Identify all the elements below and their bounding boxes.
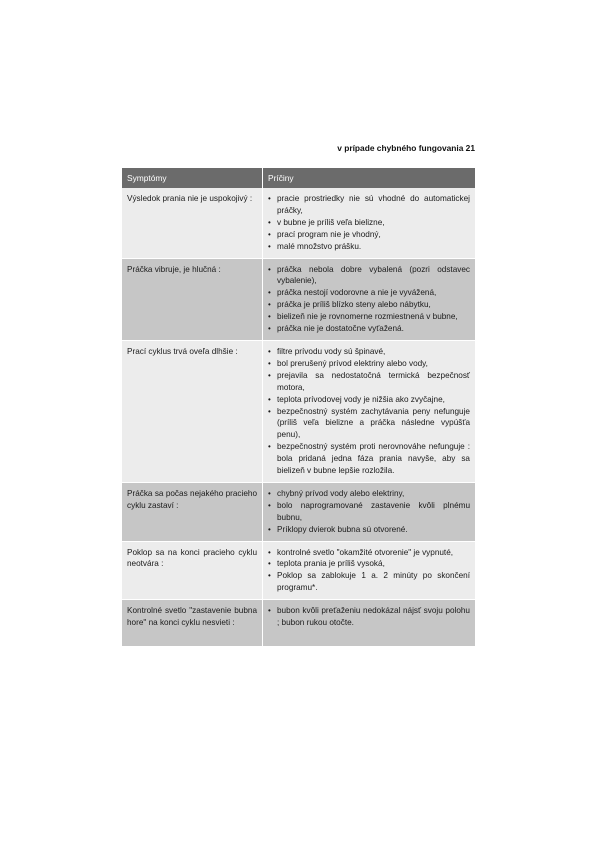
causes-list (268, 193, 470, 253)
cause-item: • kontrolné svetlo "okamžité otvorenie" je vypnuté, (268, 547, 470, 559)
table-row (122, 600, 475, 647)
cause-item: • bubon kvôli preťaženiu nedokázal nájsť svoju polohu ; bubon rukou otočte. (268, 605, 470, 629)
cause-item: • chybný prívod vody alebo elektriny, (268, 488, 470, 500)
causes-cell (263, 340, 476, 482)
cause-item: • prací program nie je vhodný, (268, 229, 470, 241)
cause-item: • Príklopy dvierok bubna sú otvorené. (268, 524, 470, 536)
causes-list (268, 264, 470, 335)
symptom-cell: Prací cyklus trvá oveľa dlhšie : (122, 340, 263, 482)
cause-item: • teplota prania je príliš vysoká, (268, 558, 470, 570)
symptom-cell: Výsledok prania nie je uspokojivý : (122, 188, 263, 258)
column-header-symptoms: Symptómy (122, 168, 263, 188)
troubleshooting-table (122, 168, 475, 647)
cause-item: • Poklop sa zablokuje 1 a. 2 minúty po skončení programu*. (268, 570, 470, 594)
page-header: v prípade chybného fungovania 21 (337, 143, 475, 153)
cause-item: • bolo naprogramované zastavenie kvôli plnému bubnu, (268, 500, 470, 524)
table-row (122, 258, 475, 340)
cause-item: • práčka nie je dostatočne vyťažená. (268, 323, 470, 335)
causes-list (268, 547, 470, 595)
causes-cell (263, 188, 476, 258)
causes-list (268, 488, 470, 536)
symptom-cell: Práčka vibruje, je hlučná : (122, 258, 263, 340)
causes-cell (263, 258, 476, 340)
causes-list (268, 346, 470, 477)
symptom-cell: Poklop sa na konci pracieho cyklu neotvára : (122, 541, 263, 600)
cause-item: • bielizeň nie je rovnomerne rozmiestnená v bubne, (268, 311, 470, 323)
table-row (122, 541, 475, 600)
cause-item: • malé množstvo prášku. (268, 241, 470, 253)
causes-list (268, 605, 470, 629)
cause-item: • práčka nestojí vodorovne a nie je vyvážená, (268, 287, 470, 299)
table-row (122, 340, 475, 482)
table-row (122, 188, 475, 258)
causes-cell (263, 541, 476, 600)
causes-cell (263, 600, 476, 647)
cause-item: • práčka nebola dobre vybalená (pozri odstavec vybalenie), (268, 264, 470, 288)
causes-cell (263, 482, 476, 541)
cause-item: • prejavila sa nedostatočná termická bezpečnosť motora, (268, 370, 470, 394)
table-row (122, 482, 475, 541)
cause-item: • práčka je príliš blízko steny alebo nábytku, (268, 299, 470, 311)
cause-item: • pracie prostriedky nie sú vhodné do automatickej práčky, (268, 193, 470, 217)
cause-item: • bol prerušený prívod elektriny alebo vody, (268, 358, 470, 370)
cause-item: • v bubne je príliš veľa bielizne, (268, 217, 470, 229)
cause-item: • filtre prívodu vody sú špinavé, (268, 346, 470, 358)
cause-item: • teplota prívodovej vody je nižšia ako zvyčajne, (268, 394, 470, 406)
cause-item: • bezpečnostný systém proti nerovnováhe nefunguje : bola pridaná jedna fáza prania navyše, aby sa bielizeň v bubne lepšie rozložila. (268, 441, 470, 477)
cause-item: • bezpečnostný systém zachytávania peny nefunguje (príliš veľa bielizne a práčka následne vypúšťa penu), (268, 406, 470, 442)
column-header-causes: Príčiny (263, 168, 476, 188)
symptom-cell: Kontrolné svetlo "zastavenie bubna hore" na konci cyklu nesvieti : (122, 600, 263, 647)
table-header-row (122, 168, 475, 188)
symptom-cell: Práčka sa počas nejakého pracieho cyklu zastaví : (122, 482, 263, 541)
